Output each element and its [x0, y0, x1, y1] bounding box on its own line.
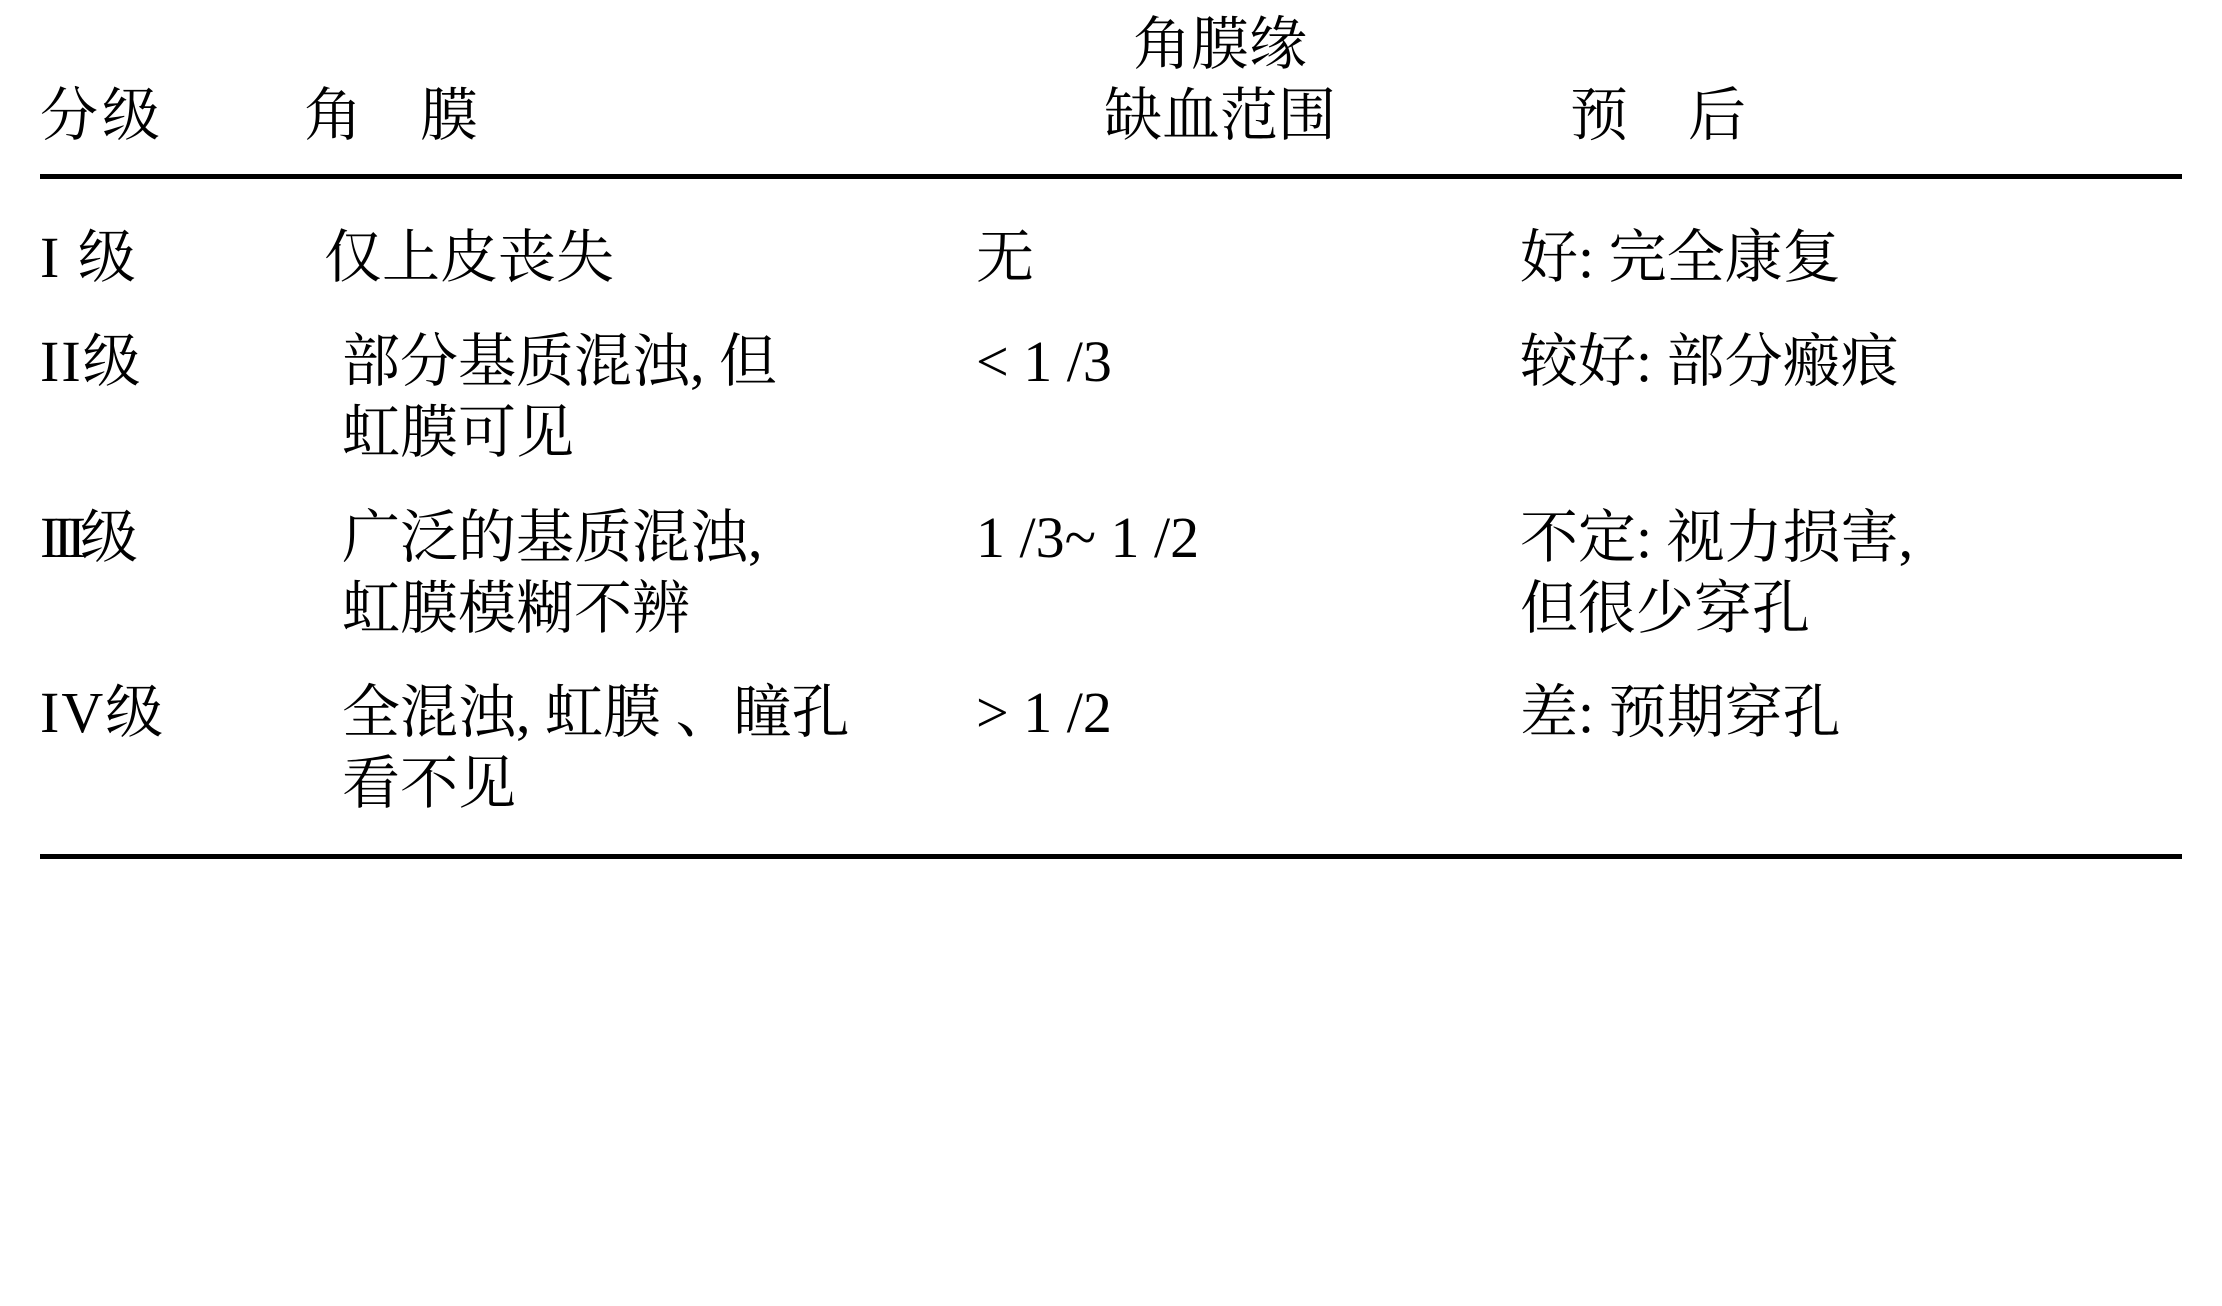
- column-header-cornea-label: 角膜: [304, 82, 537, 148]
- cell-cornea: [290, 207, 970, 312]
- cell-limbal: > 1 /2: [970, 662, 1510, 856]
- cell-grade: II级: [40, 329, 143, 395]
- column-header-limbal-ischemia-wrap: [970, 10, 1510, 152]
- column-header-limbal-ischemia: [970, 0, 1510, 176]
- cell-cornea-line1: 广泛的基质混浊,: [342, 504, 763, 570]
- cell-prognosis-line1: 好: 完全康复: [1520, 224, 1841, 290]
- column-header-limbal-line1: 角膜缘: [1132, 12, 1307, 77]
- cell-prognosis: [1510, 207, 2182, 312]
- column-header-grade: [40, 0, 290, 176]
- column-header-cornea: [290, 0, 970, 176]
- cell-cornea: [290, 487, 970, 663]
- cell-prognosis: [1510, 662, 2182, 856]
- cell-limbal: 无: [976, 224, 1035, 290]
- table-header: [40, 0, 2182, 176]
- header-spacer-row: [40, 176, 2182, 207]
- cell-prognosis-line1: 较好: 部分瘢痕: [1520, 329, 1899, 395]
- grading-table: [40, 0, 2182, 859]
- cell-cornea-line2: 虹膜可见: [342, 400, 575, 465]
- table-row: [40, 207, 2182, 312]
- column-header-limbal-line2: 缺血范围: [1103, 82, 1336, 148]
- cell-limbal: < 1 /3: [976, 329, 1112, 395]
- cell-prognosis-line2: 但很少穿孔: [1520, 575, 1811, 641]
- table-row: [40, 662, 2182, 856]
- cell-cornea-line2: 看不见: [342, 751, 517, 816]
- cell-grade: IV级: [40, 662, 290, 856]
- cell-cornea-line1: 全混浊, 虹膜 、瞳孔: [342, 680, 850, 746]
- table-row: [40, 311, 2182, 487]
- cell-prognosis-line1: 不定: 视力损害,: [1520, 504, 1914, 570]
- cell-cornea-line1: 部分基质混浊, 但: [342, 329, 778, 395]
- cell-grade: I 级: [40, 224, 138, 290]
- column-header-prognosis: [1510, 0, 2182, 176]
- cell-cornea: [290, 662, 970, 856]
- cell-prognosis-line1: 差: 预期穿孔: [1520, 680, 1841, 746]
- cell-limbal: 1 /3~ 1 /2: [976, 504, 1200, 570]
- cell-cornea-line2: 虹膜模糊不辨: [342, 575, 691, 641]
- table-row: [40, 487, 2182, 663]
- cell-cornea-line1: 仅上皮丧失: [324, 224, 615, 290]
- cell-grade: III级: [40, 504, 132, 570]
- cell-prognosis: [1510, 487, 2182, 663]
- cell-prognosis: [1510, 311, 2182, 487]
- column-header-grade-label: 分级: [40, 82, 165, 148]
- cell-cornea: [290, 311, 970, 487]
- table-body: [40, 176, 2182, 856]
- column-header-prognosis-label: 预后: [1570, 82, 1807, 148]
